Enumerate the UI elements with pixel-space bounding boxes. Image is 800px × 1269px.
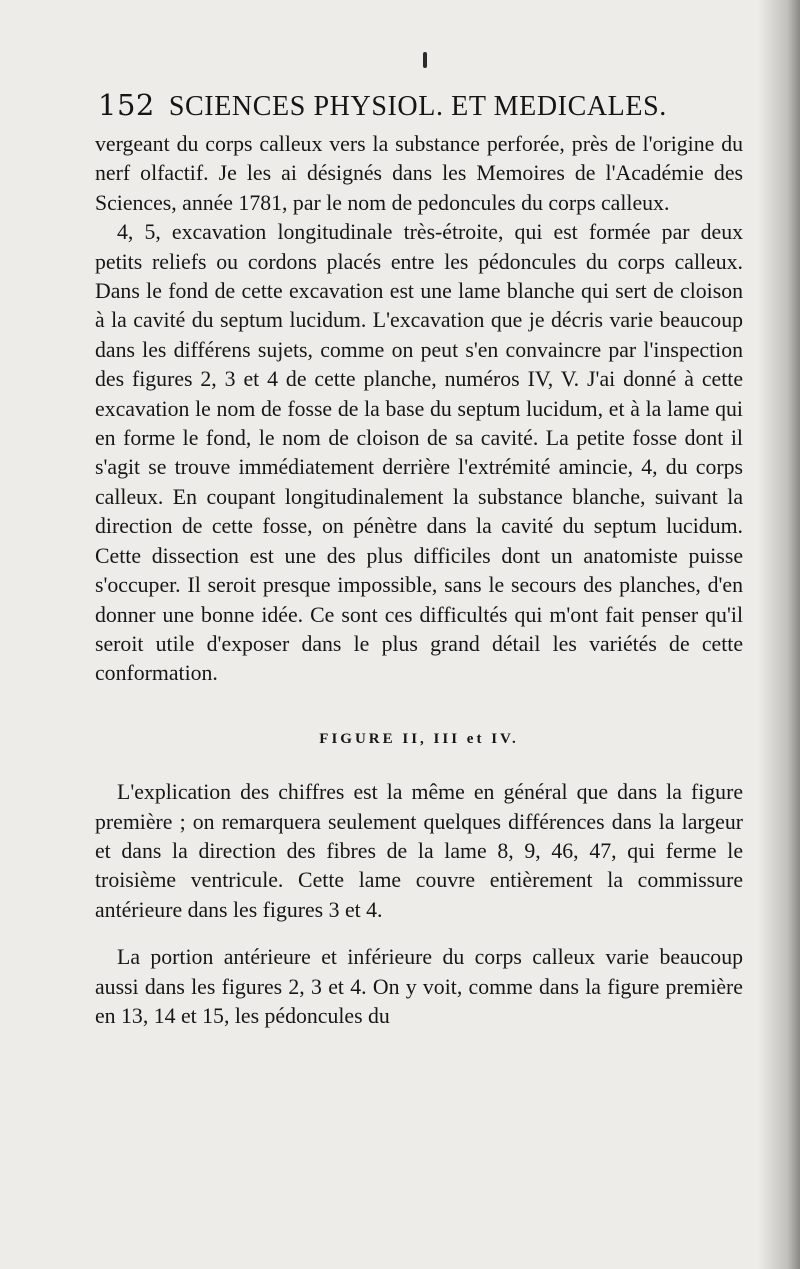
page-edge-shadow [758,0,800,1269]
paragraph-4: La portion antérieure et inférieure du corps calleux varie beaucoup aussi dans les figures 2, 3 et 4. On y voit, comme dans la figure première en 13, 14 et 15, les pédoncules du [95,945,743,1028]
body-text [95,130,743,1031]
running-head [98,88,708,123]
page-number: 152 [98,88,155,122]
running-title: SCIENCES PHYSIOL. ET MEDICALES. [168,91,667,122]
paragraph-1: vergeant du corps calleux vers la substance perforée, près de l'origine du nerf olfactif. Je les ai désignés dans les Memoires de l'Académie des Sciences, année 1781, par le nom de pedoncules du corps calleux. [95,132,743,215]
paragraph-3: L'explication des chiffres est la même en général que dans la figure première ; on remarquera seulement quelques différences dans la largeur et dans la direction des fibres de la lame 8, 9, 46, 47, qui ferme le troisième ventricule. Cette lame couvre entièrement la commissure antérieure dans les figures 3 et 4. [95,780,743,922]
paragraph-2: 4, 5, excavation longitudinale très-étroite, qui est formée par deux petits reliefs ou cordons placés entre les pédoncules du corps calleux. Dans le fond de cette excavation est une lame blanche qui sert de cloison à la cavité du septum lucidum. L'excavation que je décris varie beaucoup dans les différens sujets, comme on peut s'en convaincre par l'inspection des figures 2, 3 et 4 de cette planche, numéros IV, V. J'ai donné à cette excavation le nom de fosse de la base du septum lucidum, et à la lame qui en forme le fond, le nom de cloison de sa cavité. La petite fosse dont il s'agit se trouve immédiatement derrière l'extrémité amincie, 4, du corps calleux. En coupant longitudinalement la substance blanche, suivant la direction de cette fosse, on pénètre dans la cavité du septum lucidum. Cette dissection est une des plus difficiles dont un anatomiste puisse s'occuper. Il seroit presque impossible, sans le secours des planches, d'en donner une bonne idée. Ce sont ces difficultés qui m'ont fait penser qu'il seroit utile d'exposer dans le plus grand détail les variétés de cette conformation. [95,220,743,686]
ink-mark [423,52,427,68]
figure-heading: FIGURE II, III et IV. [319,730,519,747]
